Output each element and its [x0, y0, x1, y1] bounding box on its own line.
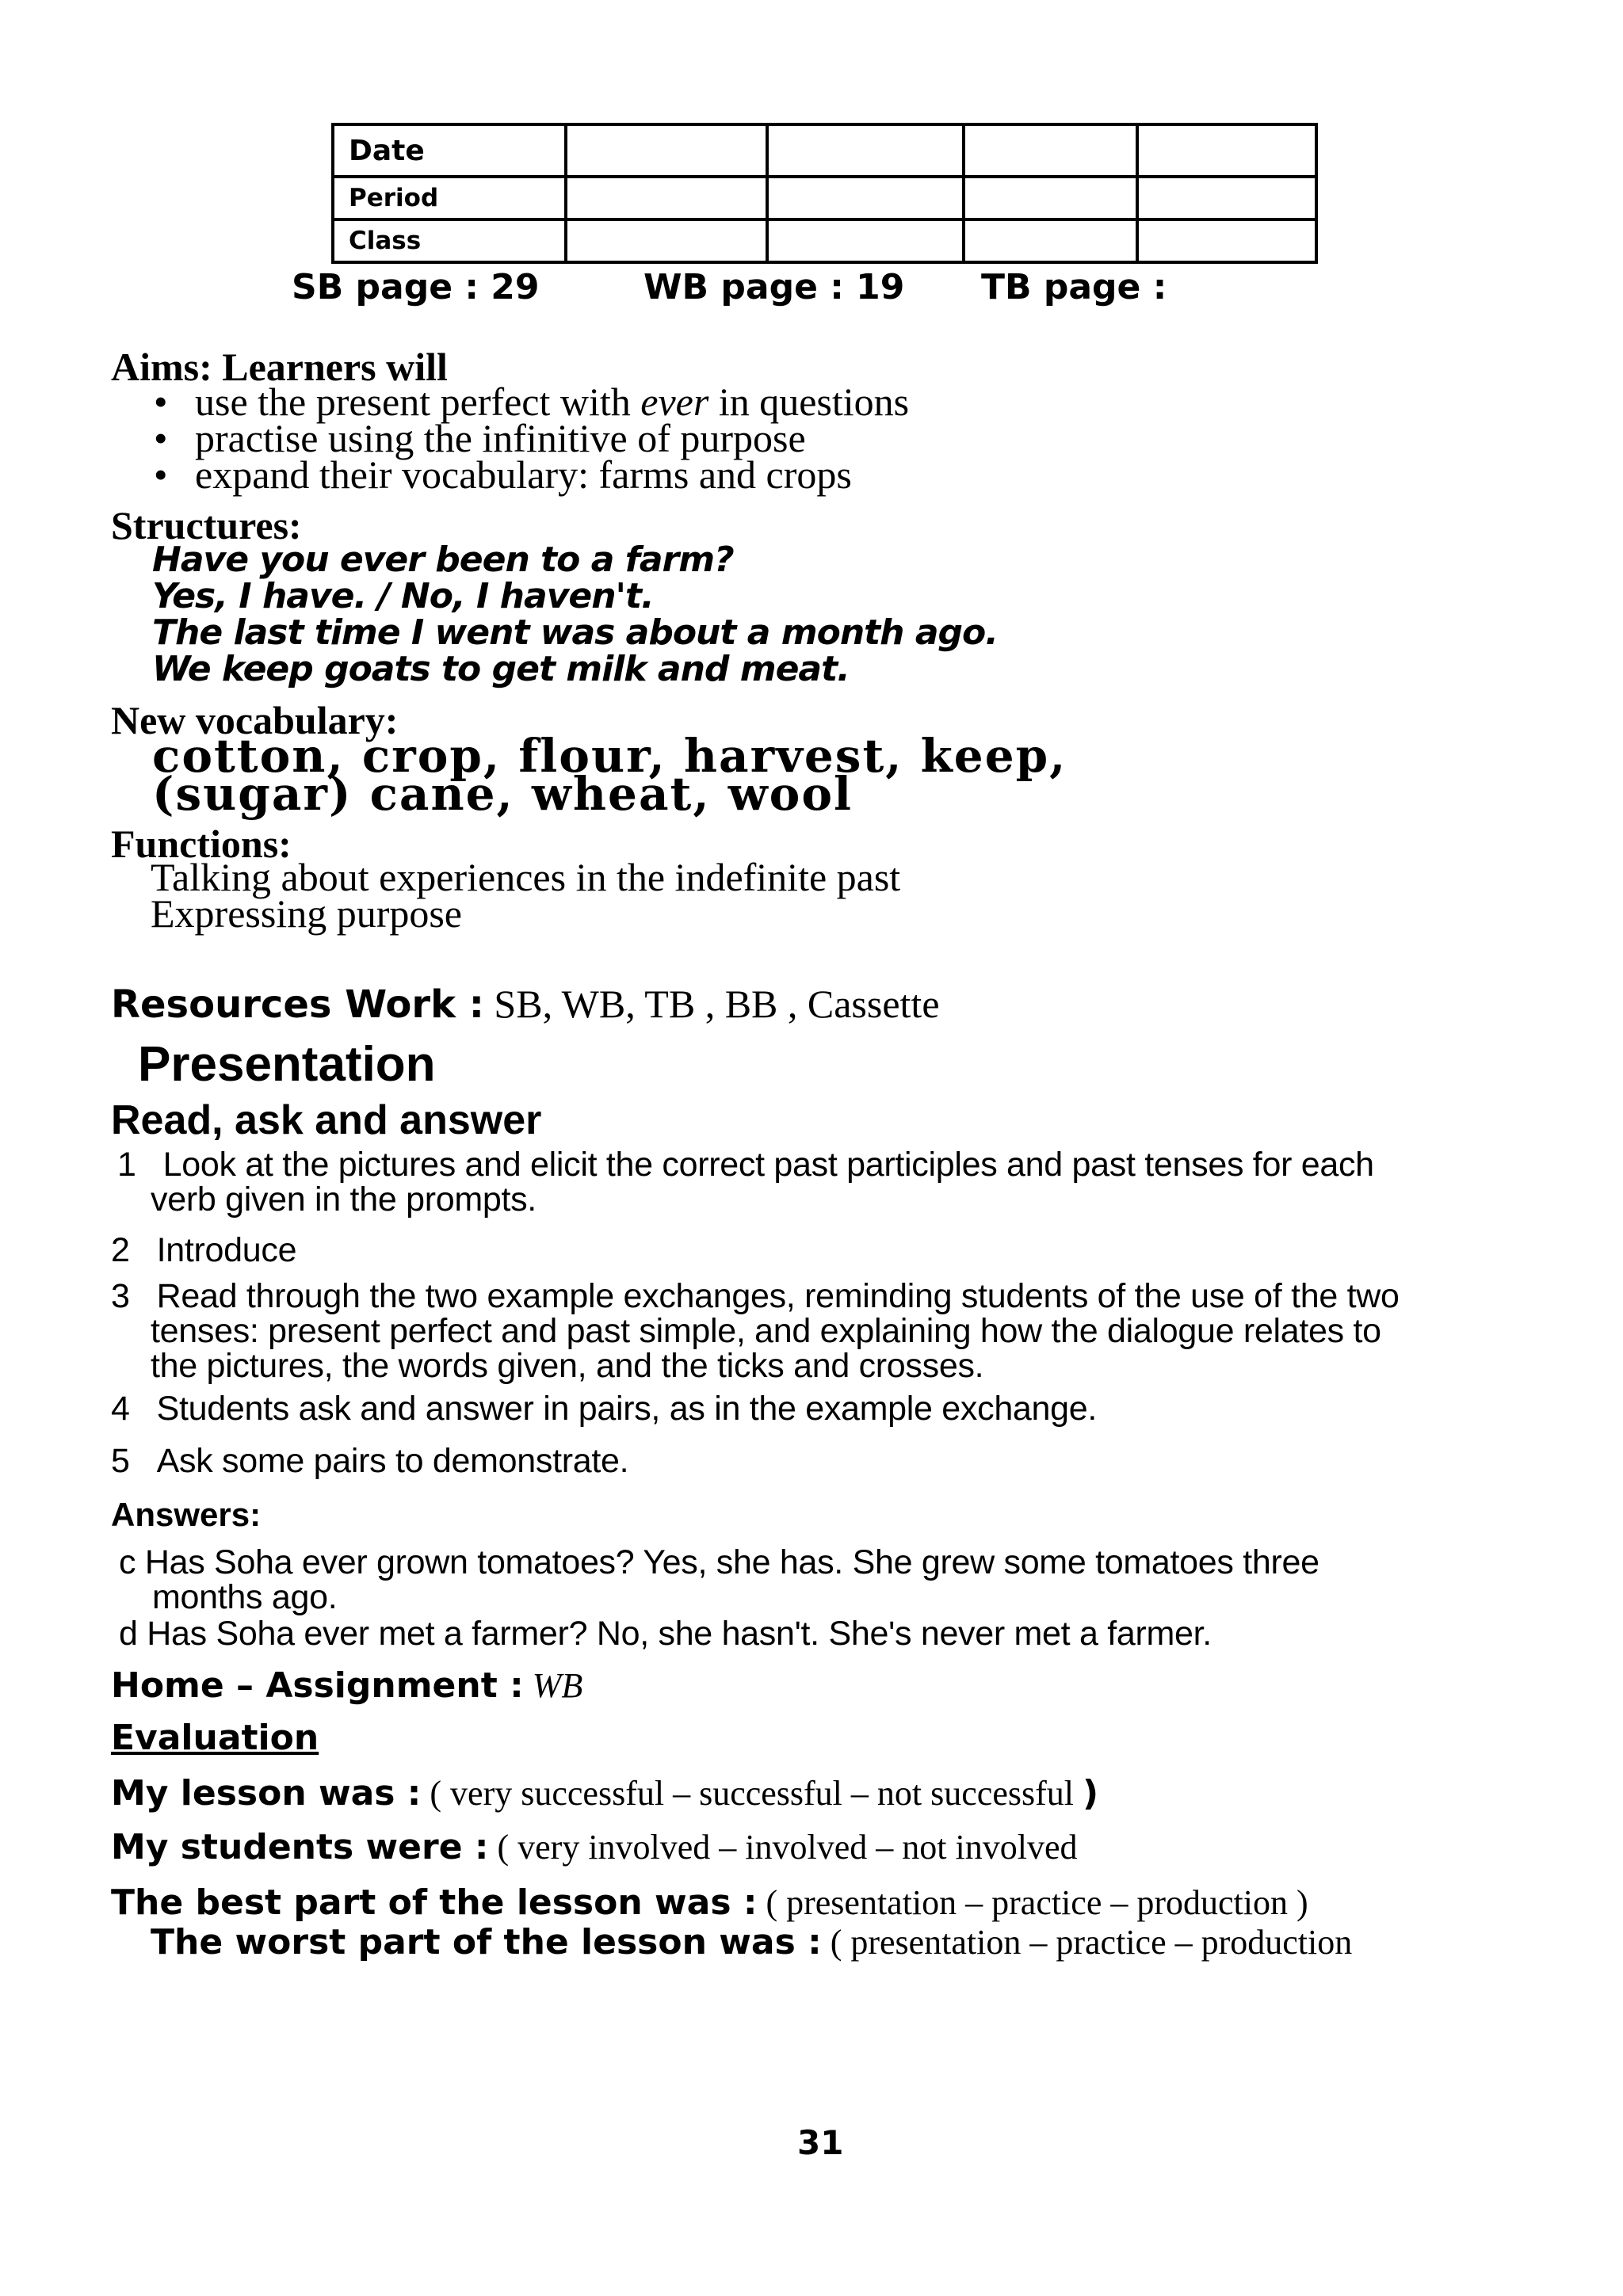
- aims-heading: Aims: Learners will: [111, 345, 448, 389]
- vocabulary-line: cotton, crop, flour, harvest, keep,: [152, 729, 1067, 783]
- vocabulary-block: [152, 729, 1067, 821]
- step-number: 5: [111, 1442, 130, 1480]
- students-label: My students were :: [111, 1827, 489, 1867]
- resources-label: Resources Work :: [111, 982, 484, 1027]
- period-cell-3: [964, 177, 1137, 219]
- step-5: 5 Ask some pairs to demonstrate.: [111, 1442, 629, 1480]
- vocabulary-line: (sugar) cane, wheat, wool: [152, 767, 854, 821]
- structure-line: The last time I went was about a month ago.: [152, 612, 998, 653]
- list-item: • expand their vocabulary: farms and crops: [154, 452, 852, 497]
- list-item: • practise using the infinitive of purpose: [154, 416, 806, 460]
- class-cell-3: [964, 219, 1137, 262]
- home-assignment-value: WB: [523, 1666, 583, 1705]
- emphasis-ever: ever: [640, 379, 709, 424]
- presentation-title: Presentation: [138, 1037, 436, 1092]
- structures-heading: Structures:: [111, 503, 302, 547]
- wb-page-ref: WB page : 19: [643, 267, 905, 307]
- structure-line: We keep goats to get milk and meat.: [152, 649, 850, 689]
- date-label: Date: [333, 124, 566, 177]
- date-cell-2: [767, 124, 964, 177]
- lesson-value: ( very successful – successful – not successful: [421, 1774, 1083, 1813]
- answer-d: d Has Soha ever met a farmer? No, she hasn't. She's never met a farmer.: [119, 1615, 1212, 1653]
- step-number: 3: [111, 1277, 130, 1315]
- aims-list: [154, 379, 910, 497]
- home-assignment-row: [111, 1665, 582, 1706]
- evaluation-lesson-row: My lesson was : ( very successful – successful – not successful ): [111, 1773, 1099, 1814]
- answer-c: c Has Soha ever grown tomatoes? Yes, she has. She grew some tomatoes three months ago.: [119, 1543, 1319, 1616]
- evaluation-students-row: [111, 1827, 1077, 1867]
- page-number: 31: [797, 2123, 844, 2162]
- students-value: ( very involved – involved – not involved: [488, 1828, 1078, 1867]
- presentation-subtitle: Read, ask and answer: [111, 1097, 542, 1143]
- function-line: Talking about experiences in the indefinite past: [151, 855, 901, 899]
- vocabulary-heading: New vocabulary:: [111, 698, 399, 742]
- date-cell-4: [1137, 124, 1316, 177]
- period-cell-4: [1137, 177, 1316, 219]
- structure-line: Yes, I have. / No, I haven't.: [152, 576, 654, 616]
- class-label: Class: [333, 219, 566, 262]
- functions-heading: Functions:: [111, 822, 292, 866]
- class-cell-4: [1137, 219, 1316, 262]
- best-part-value: ( presentation – practice – production ): [757, 1883, 1308, 1922]
- class-cell-2: [767, 219, 964, 262]
- step-3: 3 Read through the two example exchanges, reminding students of the use of the two tenses: present perfect and past simple, and explaining how the dialogue relates to the pictures, the words given, and the ticks and crosses.: [111, 1277, 1400, 1385]
- answers-heading: Answers:: [111, 1496, 262, 1533]
- step-number: 4: [111, 1390, 130, 1428]
- structure-line: Have you ever been to a farm?: [152, 540, 734, 580]
- lesson-header-table: [331, 123, 1318, 264]
- step-number: 1: [117, 1146, 136, 1184]
- table-row: [333, 177, 1316, 219]
- worst-part-value: ( presentation – practice – production: [821, 1923, 1353, 1962]
- best-part-label: The best part of the lesson was :: [111, 1882, 758, 1923]
- home-assignment-label: Home – Assignment :: [111, 1665, 524, 1706]
- class-cell-1: [566, 219, 767, 262]
- bullet-icon: •: [154, 379, 168, 424]
- step-number: 2: [111, 1231, 130, 1269]
- function-line: Expressing purpose: [151, 891, 462, 936]
- table-row: [333, 219, 1316, 262]
- list-item: • use the present perfect with ever in questions: [154, 379, 910, 424]
- resources-value: SB, WB, TB , BB , Cassette: [483, 982, 940, 1026]
- table-row: [333, 124, 1316, 177]
- evaluation-worst-row: [151, 1922, 1352, 1962]
- period-cell-1: [566, 177, 767, 219]
- evaluation-best-row: [111, 1882, 1308, 1923]
- tb-page-ref: TB page :: [981, 267, 1167, 307]
- resources-row: [111, 981, 940, 1027]
- period-cell-2: [767, 177, 964, 219]
- period-label: Period: [333, 177, 566, 219]
- bullet-icon: •: [154, 452, 168, 497]
- step-2: 2 Introduce: [111, 1231, 297, 1269]
- step-1: 1 Look at the pictures and elicit the correct past participles and past tenses for each verb given in the prompts.: [117, 1146, 1374, 1219]
- worst-part-label: The worst part of the lesson was :: [151, 1922, 822, 1962]
- structures-block: [152, 542, 998, 688]
- lesson-label: My lesson was :: [111, 1773, 422, 1814]
- date-cell-3: [964, 124, 1137, 177]
- functions-block: [151, 855, 901, 936]
- step-4: 4 Students ask and answer in pairs, as in the example exchange.: [111, 1390, 1098, 1428]
- sb-page-ref: SB page : 29: [292, 267, 540, 307]
- bullet-icon: •: [154, 416, 168, 460]
- evaluation-heading: Evaluation: [111, 1718, 319, 1758]
- date-cell-1: [566, 124, 767, 177]
